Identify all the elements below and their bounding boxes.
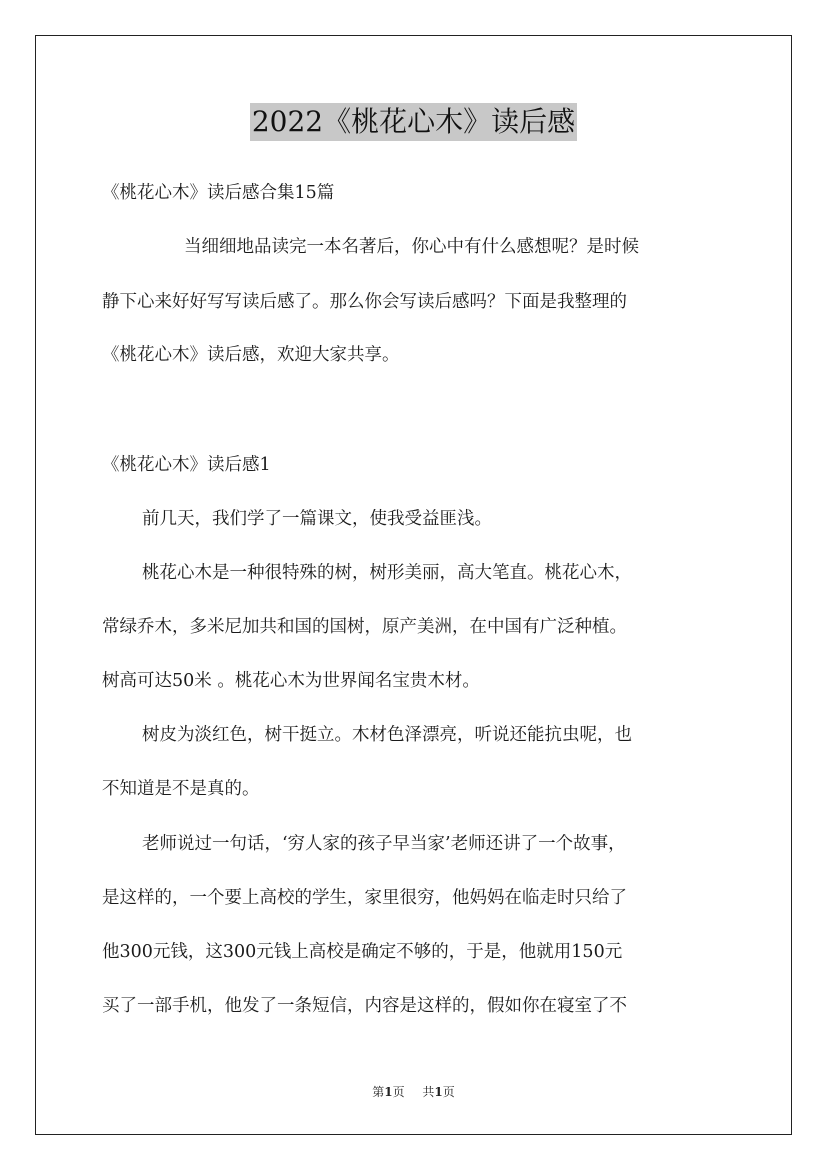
body-line: 前几天，我们学了一篇课文，使我受益匪浅。 [142,509,492,529]
body-line: 他300元钱，这300元钱上高校是确定不够的，于是，他就用150元 [102,942,623,962]
document-title: 2022《桃花心木》读后感 [250,103,577,141]
body-line: 是这样的，一个要上高校的学生，家里很穷，他妈妈在临走时只给了 [102,888,627,908]
body-line: 不知道是不是真的。 [102,779,260,799]
title-container [0,103,827,141]
total-suffix: 页 [442,1085,455,1099]
page-footer [0,1084,827,1100]
total-prefix: 共 [422,1085,435,1099]
body-line: 桃花心木是一种很特殊的树，树形美丽，高大笔直。桃花心木， [142,563,632,583]
intro-line: 《桃花心木》读后感，欢迎大家共享。 [102,345,400,365]
section-heading: 《桃花心木》读后感1 [102,455,271,475]
subtitle: 《桃花心木》读后感合集15篇 [102,183,335,203]
body-line: 常绿乔木，多米尼加共和国的国树，原产美洲，在中国有广泛种植。 [102,617,627,637]
intro-line: 当细细地品读完一本名著后，你心中有什么感想呢？是时候 [184,237,639,257]
page-prefix: 第 [372,1085,385,1099]
body-line: 树高可达50米 。桃花心木为世界闻名宝贵木材。 [102,671,480,691]
page-total: 1 [434,1085,443,1099]
body-line: 买了一部手机，他发了一条短信，内容是这样的，假如你在寝室了不 [102,996,627,1016]
body-line: 树皮为淡红色，树干挺立。木材色泽漂亮，听说还能抗虫呢，也 [142,725,632,745]
page-suffix: 页 [392,1085,405,1099]
intro-line: 静下心来好好写写读后感了。那么你会写读后感吗？下面是我整理的 [102,292,627,312]
page-current: 1 [384,1085,393,1099]
body-line: 老师说过一句话，‘穷人家的孩子早当家’老师还讲了一个故事， [142,834,626,854]
